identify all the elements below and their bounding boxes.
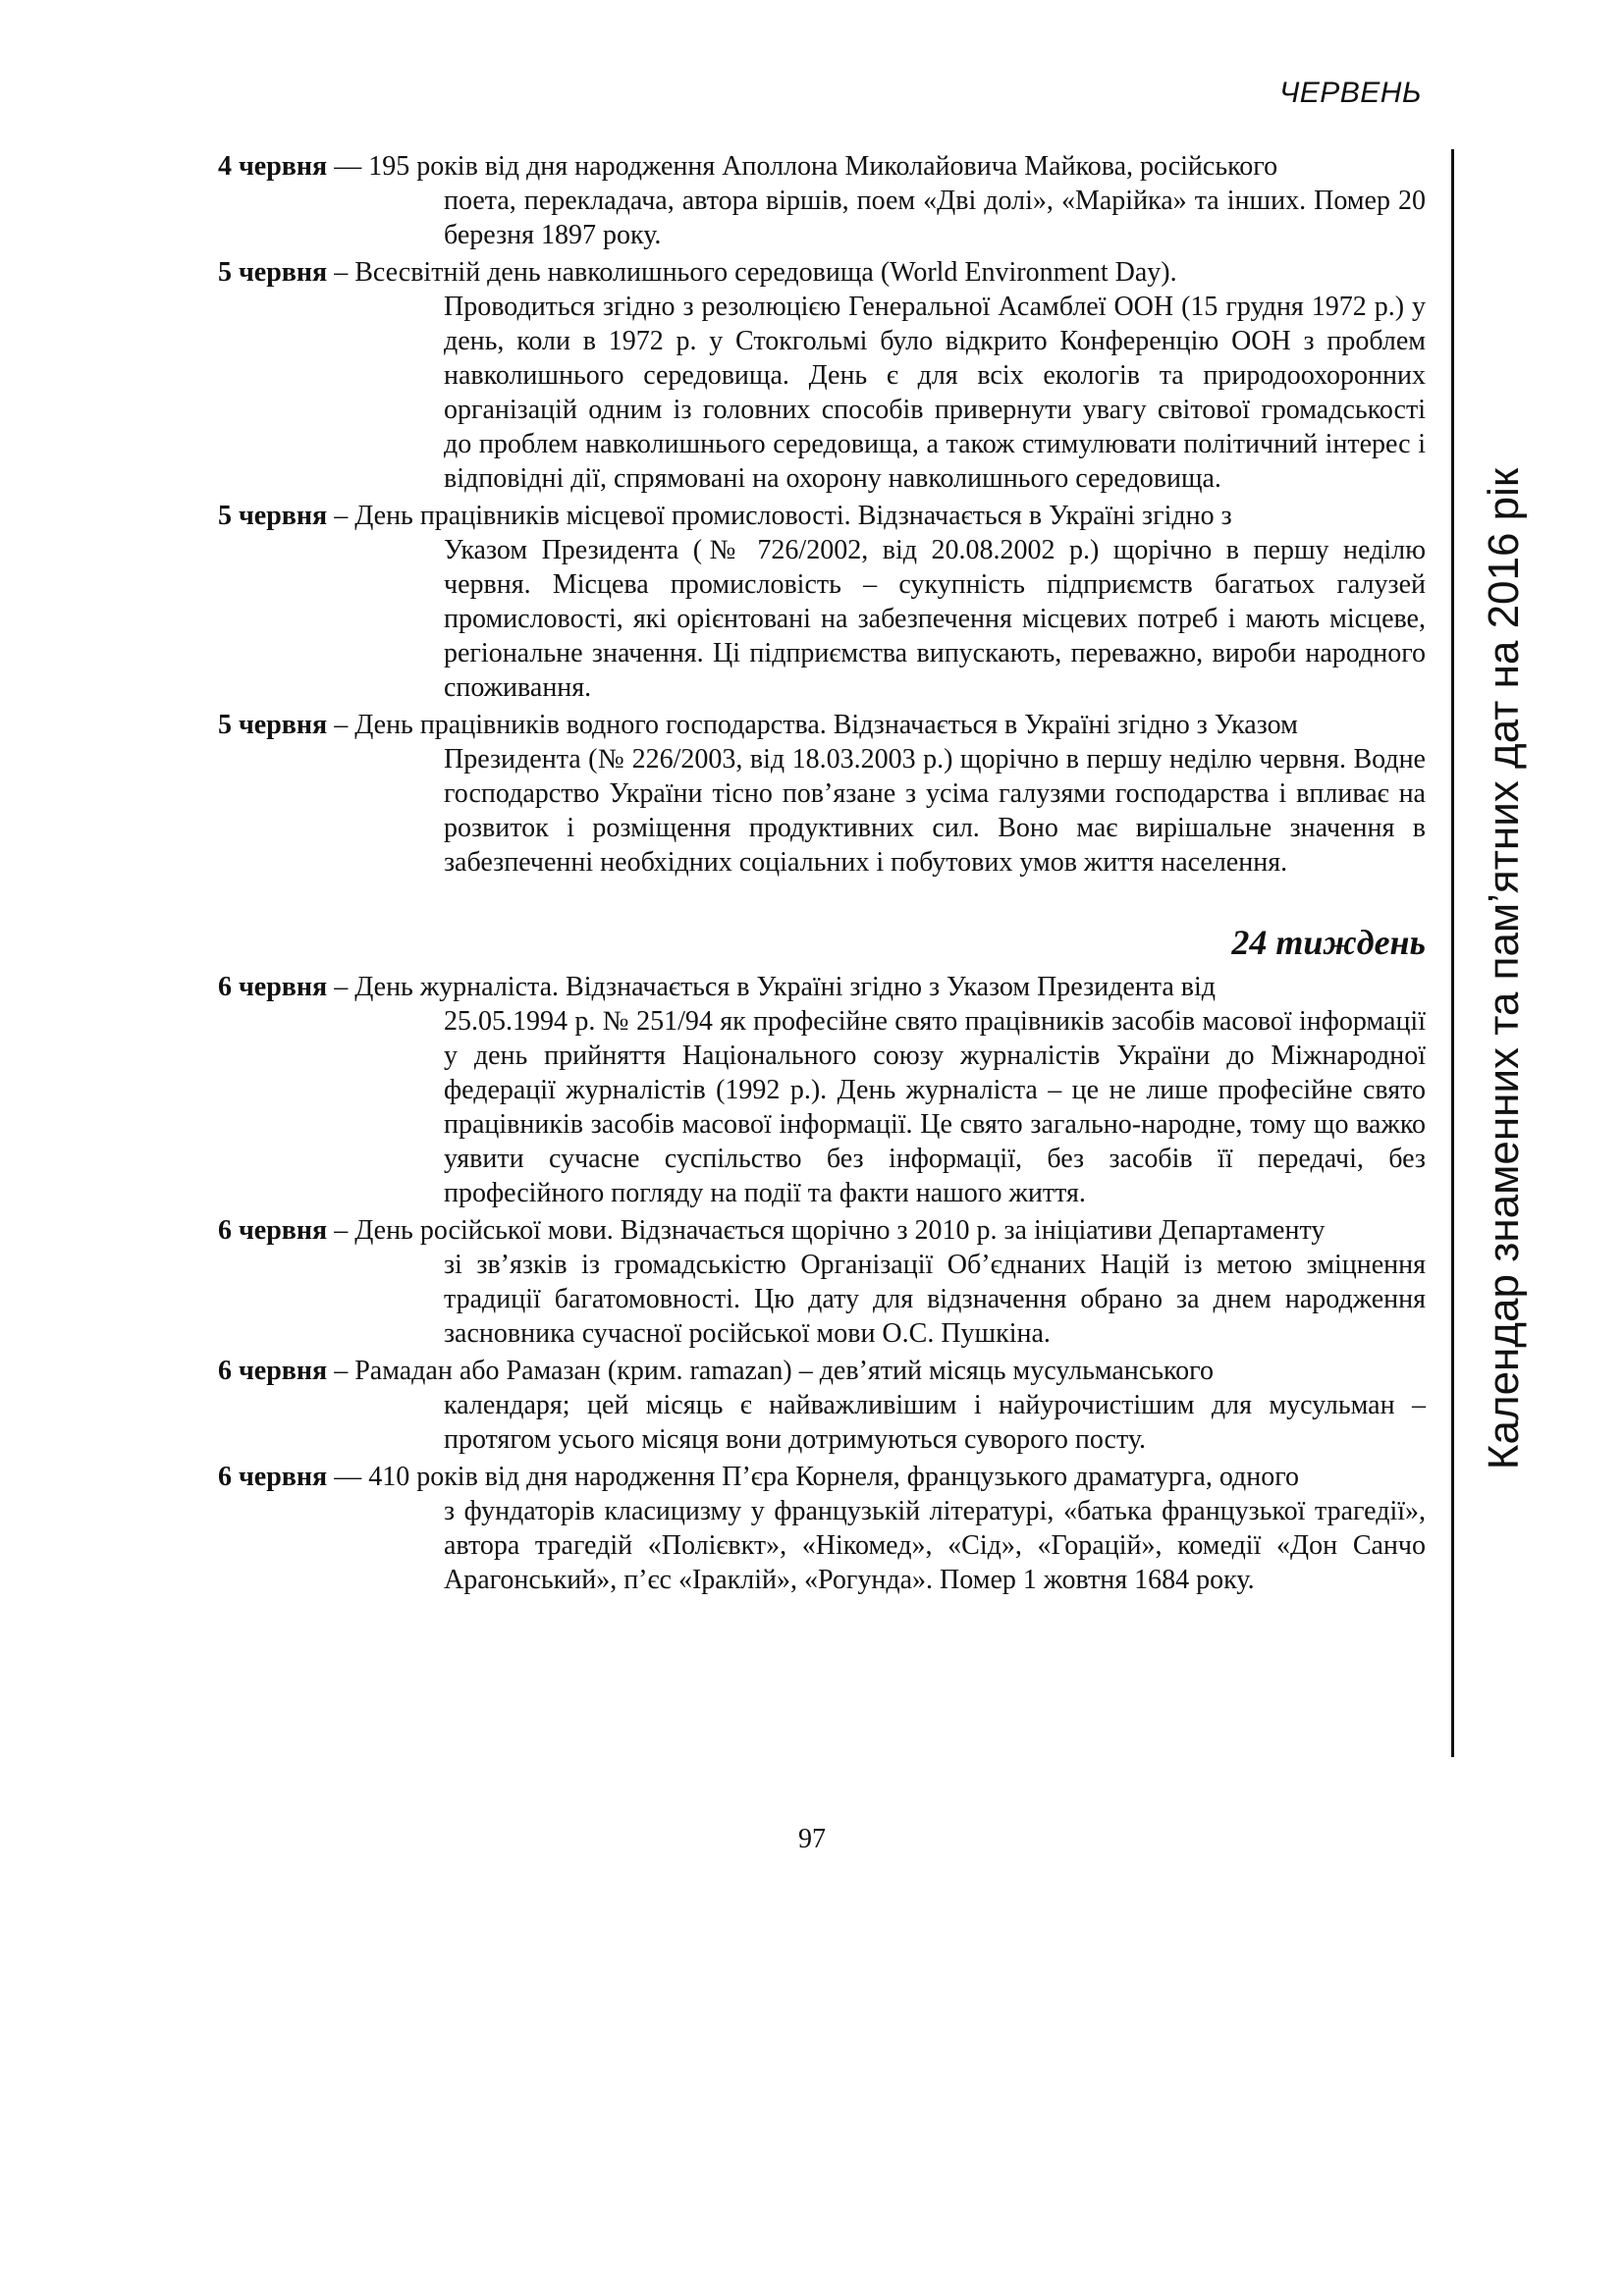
entry-date: 6 червня: [218, 972, 328, 1002]
side-title-container: [1463, 422, 1545, 1516]
entry-dash: —: [327, 151, 369, 182]
entry-first-line: День працівників водного господарства. Відзначається в Україні згідно з Указом: [354, 710, 1298, 740]
week-heading: 24 тиждень: [1231, 923, 1426, 962]
entry-dash: –: [327, 501, 355, 531]
page-number: 97: [798, 1824, 826, 1854]
entry: [218, 1213, 1426, 1351]
entry: [218, 1460, 1426, 1597]
entry-date: 5 червня: [218, 257, 328, 288]
entry-text: зі зв’язків із громадськістю Організації Об’єднаних Націй із метою зміцнення традиції багатомовності. Цю дату для відзначення обрано за днем народження засновника сучасної російської мови О.С. Пушкіна.: [444, 1250, 1426, 1349]
entry: [218, 149, 1426, 252]
entry-dash: –: [327, 972, 355, 1002]
entry-dash: –: [327, 710, 355, 740]
entry: [218, 1354, 1426, 1457]
entry-first-line: 195 років від дня народження Аполлона Миколайовича Майкова, російського: [368, 151, 1278, 182]
entry: [218, 255, 1426, 496]
entry-text: Президента (№ 226/2003, від 18.03.2003 р.) щорічно в першу неділю червня. Водне господарство України тісно пов’язане з усіма галузями господарства і впливає на розвиток і розміщення продуктивних сил. Воно має вирішальне значення в забезпеченні необхідних соціальних і побутових умов життя населення.: [444, 744, 1426, 878]
entry-first-line: Рамадан або Рамазан (крим. ramazan) – дев’ятий місяць мусульманського: [354, 1356, 1214, 1386]
side-rule: [1451, 149, 1454, 1757]
entry-date: 6 червня: [218, 1215, 328, 1246]
running-head: ЧЕРВЕНЬ: [1279, 77, 1422, 109]
entry-first-line: День працівників місцевої промисловості. Відзначається в Україні згідно з: [354, 501, 1232, 531]
entry-dash: –: [327, 1356, 355, 1386]
entry-date: 5 червня: [218, 501, 328, 531]
entry-first-line: 410 років від дня народження П’єра Корнеля, французького драматурга, одного: [368, 1462, 1300, 1492]
entry-dash: –: [327, 1215, 355, 1246]
entry-text: Проводиться згідно з резолюцією Генеральної Асамблеї ООН (15 грудня 1972 р.) у день, коли в 1972 р. у Стокгольмі було відкрито Конференцію ООН з проблем навколишнього середовища. День є для всіх екологів та природоохоронних організацій одним із головних способів привернути увагу світової громадськості до проблем навколишнього середовища, а також стимулювати політичний інтерес і відповідні дії, спрямовані на охорону навколишнього середовища.: [444, 292, 1426, 494]
side-title: Календар знаменних та пам’ятних дат на 2016 рік: [1480, 467, 1528, 1470]
entry-date: 5 червня: [218, 710, 328, 740]
entry-text: поета, перекладача, автора віршів, поем «Дві долі», «Марійка» та інших. Помер 20 березня 1897 року.: [444, 186, 1426, 250]
entry-text: з фундаторів класицизму у французькій літературі, «батька французької трагедії», автора трагедій «Полієвкт», «Нікомед», «Сід», «Горацій», комедії «Дон Санчо Арагонський», п’єс «Іраклій», «Рогунда». Помер 1 жовтня 1684 року.: [444, 1496, 1426, 1595]
main-content: [218, 149, 1426, 1600]
entry-date: 6 червня: [218, 1462, 328, 1492]
entry-text: Указом Президента (№ 726/2002, від 20.08.2002 р.) щорічно в першу неділю червня. Місцева промисловість – сукупність підприємств багатьох галузей промисловості, які орієнтовані на забезпечення місцевих потреб і мають місцеве, регіональне значення. Ці підприємства випускають, переважно, вироби народного споживання.: [444, 535, 1426, 703]
entry-dash: —: [327, 1462, 369, 1492]
entry-date: 4 червня: [218, 151, 328, 182]
entry: [218, 499, 1426, 705]
entry-dash: –: [327, 257, 355, 288]
entry-text: календаря; цей місяць є найважливішим і найурочистішим для мусульман – протягом усього місяця вони дотримуються суворого посту.: [444, 1390, 1426, 1455]
entry-first-line: Всесвітній день навколишнього середовища (World Environment Day).: [354, 257, 1177, 288]
entry: [218, 970, 1426, 1210]
entry: [218, 708, 1426, 880]
entry-date: 6 червня: [218, 1356, 328, 1386]
entry-first-line: День журналіста. Відзначається в Україні згідно з Указом Президента від: [354, 972, 1217, 1002]
entry-text: 25.05.1994 р. № 251/94 як професійне свято працівників засобів масової інформації у день прийняття Національного союзу журналістів України до Міжнародної федерації журналістів (1992 р.). День журналіста – це не лише професійне свято працівників засобів масової інформації. Це свято загально-народне, тому що важко уявити сучасне суспільство без інформації, без засобів її передачі, без професійного погляду на події та факти нашого життя.: [444, 1006, 1426, 1208]
entry-first-line: День російської мови. Відзначається щорічно з 2010 р. за ініціативи Департаменту: [354, 1215, 1326, 1246]
